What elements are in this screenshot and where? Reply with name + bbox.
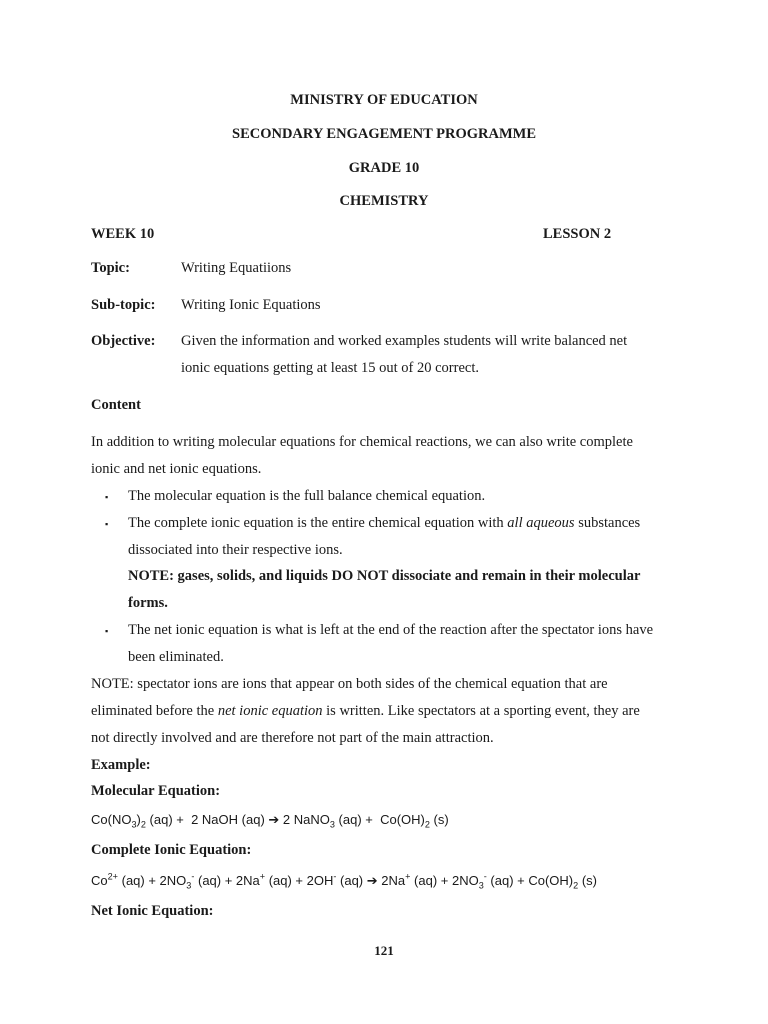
objective-line-2: ionic equations getting at least 15 out of 20 correct. xyxy=(181,360,479,376)
bullet-marker: ▪ xyxy=(105,519,109,529)
content-heading: Content xyxy=(91,397,141,413)
bullet-marker: ▪ xyxy=(105,626,109,636)
bullet-marker: ▪ xyxy=(105,492,109,502)
subtopic-label: Sub-topic: xyxy=(91,297,156,313)
objective-label: Objective: xyxy=(91,333,156,349)
topic-value: Writing Equatiions xyxy=(181,260,292,276)
page-number: 121 xyxy=(374,943,394,958)
bullet-molecular: The molecular equation is the full balance chemical equation. xyxy=(128,488,486,504)
bullet-complete-ionic: The complete ionic equation is the entire chemical equation with all aqueous substances xyxy=(128,515,641,531)
ministry-title: MINISTRY OF EDUCATION xyxy=(290,92,478,108)
intro-line-2: ionic and net ionic equations. xyxy=(91,461,262,477)
intro-line-1: In addition to writing molecular equations for chemical reactions, we can also write complete xyxy=(91,434,633,450)
complete-ionic-equation: $Co^{2+}$ $(aq) + 2NO_3^-$ (aq) + 2Na+ (aq) + 2OH- (aq) ➔ 2Na+ $(aq) + 2NO_3^-$ $(aq) + Co(OH)_2$ (s) xyxy=(91,871,597,891)
arrow-icon: ➔ xyxy=(366,873,378,888)
bullet-net-ionic: The net ionic equation is what is left at the end of the reaction after the spectator ions have xyxy=(128,622,654,638)
bullet-complete-ionic-line-2: dissociated into their respective ions. xyxy=(128,542,343,558)
molecular-equation: $Co(NO_3)_2$ (aq) + 2 NaOH (aq) ➔ 2 NaNO$_3$ $(aq) + Co(OH)_2$ (s) xyxy=(91,812,449,830)
topic-label: Topic: xyxy=(91,260,130,276)
molecular-equation-label: Molecular Equation: xyxy=(91,783,221,799)
bullet-net-ionic-line-2: been eliminated. xyxy=(128,649,224,665)
arrow-icon: ➔ xyxy=(268,812,280,827)
week-label: WEEK 10 xyxy=(91,226,155,242)
objective-line-1: Given the information and worked examples students will write balanced net xyxy=(181,333,628,349)
grade-title: GRADE 10 xyxy=(348,160,420,176)
note-states-line-1: NOTE: gases, solids, and liquids DO NOT dissociate and remain in their molecular xyxy=(128,568,641,584)
programme-title: SECONDARY ENGAGEMENT PROGRAMME xyxy=(232,126,536,142)
emphasis-all-aqueous: all aqueous xyxy=(507,515,575,531)
example-label: Example: xyxy=(91,757,151,773)
complete-ionic-equation-label: Complete Ionic Equation: xyxy=(91,842,252,858)
note-states-line-2: forms. xyxy=(128,595,168,611)
subtopic-value: Writing Ionic Equations xyxy=(181,297,321,313)
subject-title: CHEMISTRY xyxy=(339,193,429,209)
note-spectator-line-3: not directly involved and are therefore not part of the main attraction. xyxy=(91,730,494,746)
net-ionic-equation-label: Net Ionic Equation: xyxy=(91,903,214,919)
note-spectator-line-1: NOTE: spectator ions are ions that appear on both sides of the chemical equation that are xyxy=(91,676,608,692)
emphasis-net-ionic-equation: net ionic equation xyxy=(217,703,323,719)
lesson-label: LESSON 2 xyxy=(543,226,612,242)
note-spectator-line-2: eliminated before the net ionic equation is written. Like spectators at a sporting event, they are xyxy=(91,703,640,719)
